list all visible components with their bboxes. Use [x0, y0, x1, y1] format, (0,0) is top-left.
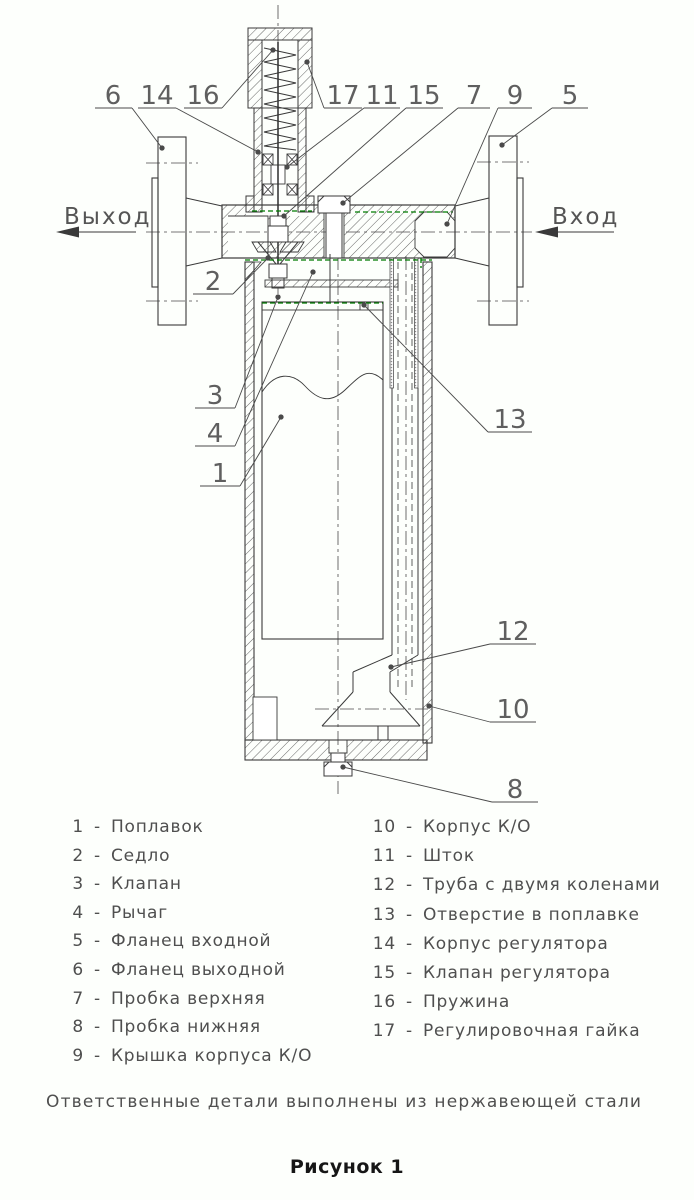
callout-4: 4: [206, 419, 224, 449]
legend-num: 16: [372, 992, 396, 1013]
callout-9: 9: [506, 81, 524, 111]
legend-num: 6: [72, 959, 84, 980]
legend-label: Клапан регулятора: [422, 962, 611, 983]
callout-15: 15: [407, 81, 441, 111]
legend-num: 8: [72, 1017, 84, 1038]
legend-item: 8 - Пробка нижняя: [58, 1017, 312, 1046]
callout-14: 14: [140, 81, 174, 111]
legend-label: Рычаг: [110, 902, 169, 923]
legend-item: 11 - Шток: [370, 846, 661, 875]
legend-num: 4: [72, 902, 84, 923]
legend-item: 17 - Регулировочная гайка: [370, 1021, 661, 1050]
legend-num: 7: [72, 988, 84, 1009]
legend-label: Фланец выходной: [110, 959, 286, 980]
callout-16: 16: [186, 81, 220, 111]
callout-1: 1: [211, 459, 229, 489]
legend-item: 7 - Пробка верхняя: [58, 989, 312, 1018]
outlet-label: Выход: [64, 204, 152, 230]
callout-numbers: [105, 81, 579, 805]
legend-label: Отверстие в поплавке: [422, 904, 640, 925]
callout-2: 2: [204, 267, 222, 297]
break-line: [262, 373, 383, 398]
legend-label: Пробка нижняя: [110, 1017, 261, 1038]
legend-label: Пружина: [422, 992, 511, 1013]
legend-num: 14: [372, 933, 396, 954]
callout-11: 11: [365, 81, 399, 111]
legend-column-left: [58, 817, 312, 1074]
legend-num: 10: [372, 817, 396, 837]
legend-label: Клапан: [110, 874, 182, 895]
legend-num: 1: [72, 817, 84, 837]
legend-item: 9 - Крышка корпуса К/О: [58, 1046, 312, 1075]
inlet-label: Вход: [552, 204, 620, 230]
legend-item: 3 - Клапан: [58, 874, 312, 903]
legend-num: 9: [72, 1045, 84, 1066]
legend-num: 15: [372, 962, 396, 983]
spring: [264, 48, 296, 150]
stem-seals: [263, 154, 297, 195]
float: [262, 302, 383, 639]
callout-17: 17: [326, 81, 360, 111]
legend-label: Поплавок: [110, 817, 204, 837]
callout-10: 10: [496, 695, 530, 725]
legend-label: Пробка верхняя: [110, 988, 266, 1009]
callout-5: 5: [561, 81, 579, 111]
legend-item: 13 - Отверстие в поплавке: [370, 905, 661, 934]
legend-item: 5 - Фланец входной: [58, 931, 312, 960]
legend-item: 4 - Рычаг: [58, 903, 312, 932]
legend-num: 5: [72, 931, 84, 952]
legend-num: 12: [372, 875, 396, 896]
inlet-flange: [489, 136, 523, 325]
legend-item: 15 - Клапан регулятора: [370, 963, 661, 992]
legend-num: 3: [72, 874, 84, 895]
legend-label: Корпус регулятора: [422, 933, 609, 954]
lever: [265, 280, 398, 287]
legend-label: Крышка корпуса К/О: [110, 1045, 313, 1066]
legend-label: Фланец входной: [110, 931, 272, 952]
legend-column-right: [370, 817, 661, 1051]
material-note: Ответственные детали выполнены из нержавеющей стали: [46, 1092, 643, 1112]
callout-3: 3: [206, 381, 224, 411]
legend-label: Труба с двумя коленами: [422, 875, 661, 896]
callout-7: 7: [465, 81, 483, 111]
float-stop-bracket: [253, 697, 277, 740]
outlet-flange: [152, 137, 186, 325]
vessel-body: [245, 262, 432, 760]
legend-label: Корпус К/О: [422, 817, 532, 837]
legend-item: 16 - Пружина: [370, 992, 661, 1021]
elbow-pipe: [322, 258, 420, 740]
legend-item: 6 - Фланец выходной: [58, 960, 312, 989]
figure-caption: Рисунок 1: [289, 1156, 405, 1178]
legend-num: 13: [372, 904, 396, 925]
callout-6: 6: [104, 81, 122, 111]
legend-item: 2 - Седло: [58, 846, 312, 875]
legend-num: 17: [372, 1021, 396, 1042]
callout-12: 12: [496, 617, 530, 647]
legend-item: 10 - Корпус К/О: [370, 817, 661, 846]
legend-label: Регулировочная гайка: [422, 1021, 641, 1042]
legend-label: Седло: [110, 845, 171, 866]
legend-item: 12 - Труба с двумя коленами: [370, 875, 661, 904]
callout-13: 13: [493, 405, 527, 435]
legend-item: 1 - Поплавок: [58, 817, 312, 846]
legend-item: 14 - Корпус регулятора: [370, 934, 661, 963]
legend-num: 11: [372, 846, 396, 867]
legend-label: Шток: [422, 846, 475, 867]
callout-8: 8: [506, 775, 524, 805]
legend-num: 2: [72, 845, 84, 866]
